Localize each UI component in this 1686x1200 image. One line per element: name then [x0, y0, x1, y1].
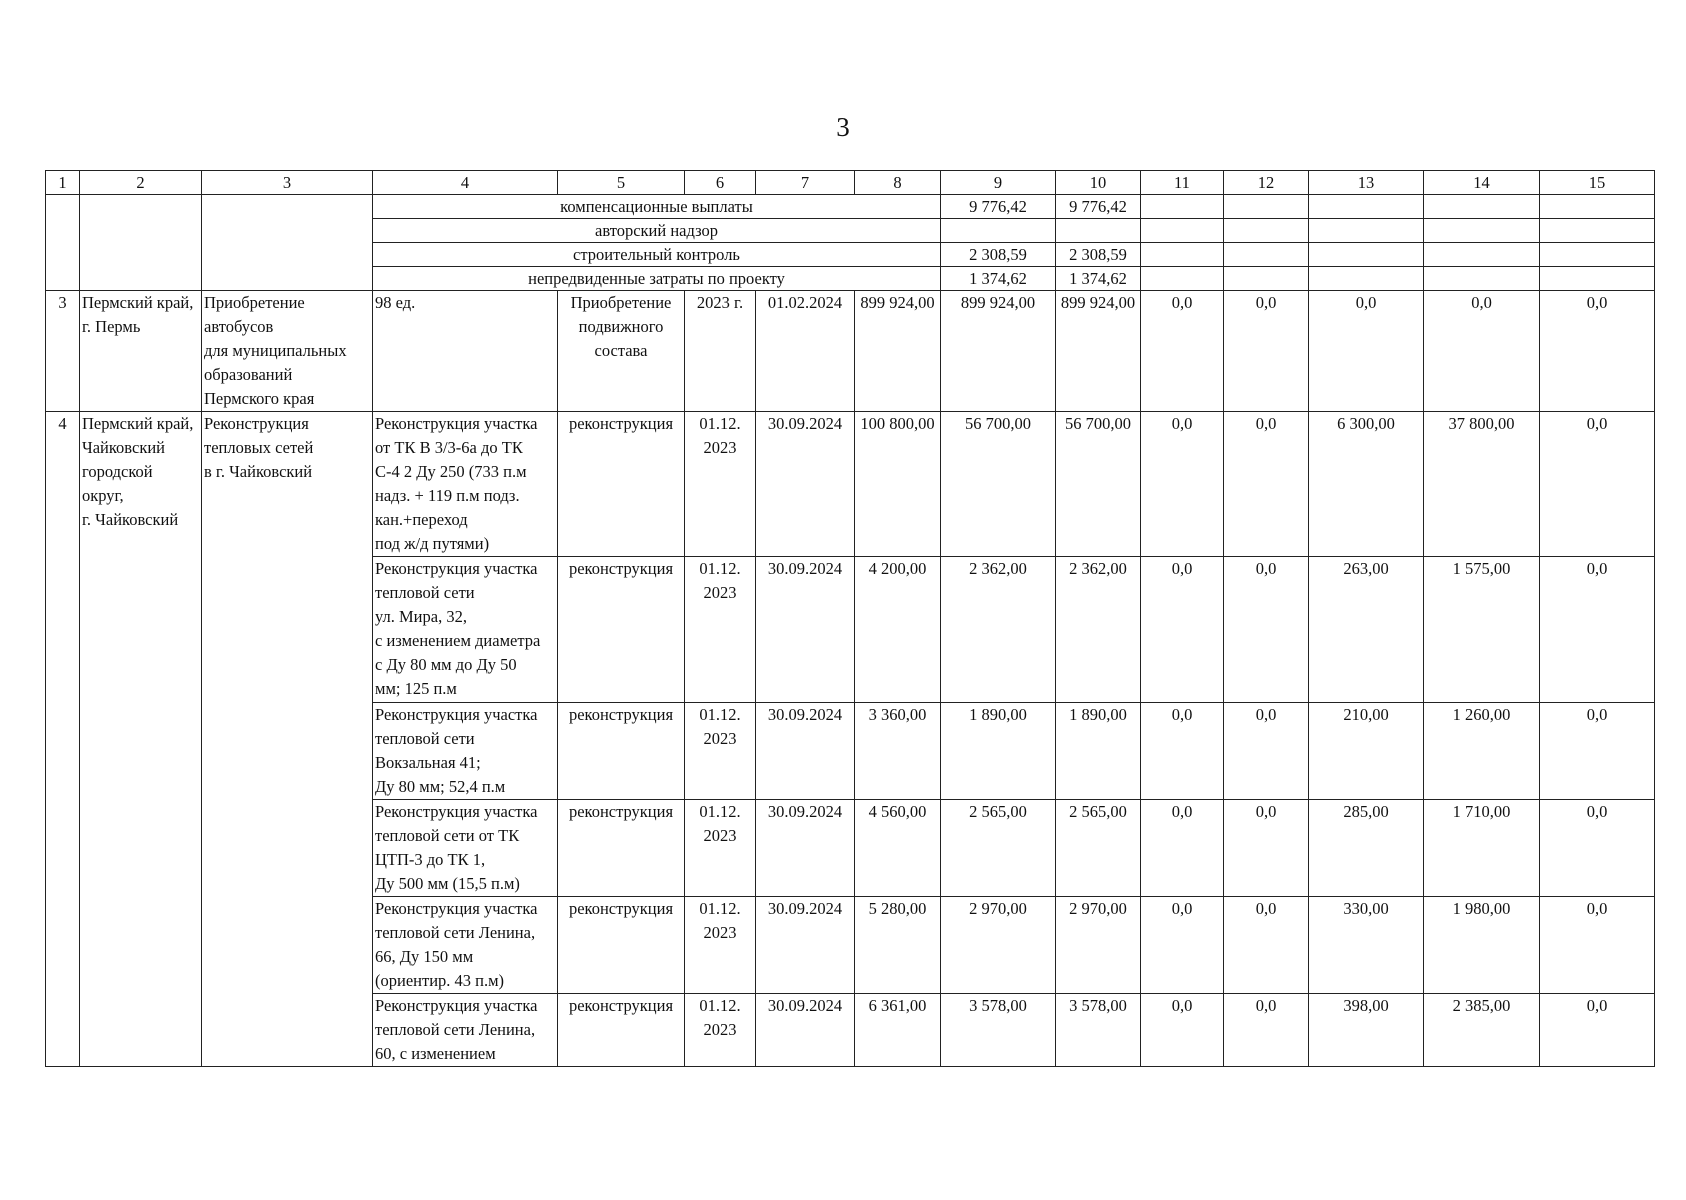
location-cell: Пермский край, г. Пермь [80, 291, 202, 412]
cost-value-9: 1 374,62 [941, 267, 1056, 291]
work-type-cell: реконструкция [558, 412, 685, 557]
header-cell: 9 [941, 171, 1056, 195]
value-14: 1 710,00 [1424, 800, 1540, 897]
empty-cell [1424, 267, 1540, 291]
end-date-cell: 30.09.2024 [756, 703, 855, 800]
cost-label: строительный контроль [373, 243, 941, 267]
value-12: 0,0 [1224, 291, 1309, 412]
value-10: 899 924,00 [1056, 291, 1141, 412]
value-15: 0,0 [1540, 703, 1655, 800]
value-14: 2 385,00 [1424, 994, 1540, 1067]
object-cell: Реконструкция участка тепловой сети Ленина, 66, Ду 150 мм (ориентир. 43 п.м) [373, 897, 558, 994]
start-date-cell: 2023 г. [685, 291, 756, 412]
empty-cell [1540, 243, 1655, 267]
start-date-cell: 01.12. 2023 [685, 412, 756, 557]
empty-cell [1540, 219, 1655, 243]
empty-cell [1309, 243, 1424, 267]
value-8: 4 200,00 [855, 557, 941, 703]
data-table [45, 170, 1655, 1067]
empty-cell [1424, 195, 1540, 219]
value-13: 263,00 [1309, 557, 1424, 703]
cost-value-9 [941, 219, 1056, 243]
cost-value-10: 9 776,42 [1056, 195, 1141, 219]
value-11: 0,0 [1141, 557, 1224, 703]
start-date-cell: 01.12. 2023 [685, 703, 756, 800]
value-12: 0,0 [1224, 412, 1309, 557]
value-8: 899 924,00 [855, 291, 941, 412]
value-14: 1 980,00 [1424, 897, 1540, 994]
header-cell: 15 [1540, 171, 1655, 195]
cost-value-10: 2 308,59 [1056, 243, 1141, 267]
cost-value-10: 1 374,62 [1056, 267, 1141, 291]
header-cell: 7 [756, 171, 855, 195]
cost-label: непредвиденные затраты по проекту [373, 267, 941, 291]
value-8: 3 360,00 [855, 703, 941, 800]
value-12: 0,0 [1224, 557, 1309, 703]
value-8: 6 361,00 [855, 994, 941, 1067]
value-10: 2 565,00 [1056, 800, 1141, 897]
cost-label: авторский надзор [373, 219, 941, 243]
cost-value-10 [1056, 219, 1141, 243]
header-cell: 3 [202, 171, 373, 195]
table-row [46, 412, 1655, 557]
value-11: 0,0 [1141, 800, 1224, 897]
object-cell: Реконструкция участка тепловой сети от ТК ЦТП-3 до ТК 1, Ду 500 мм (15,5 п.м) [373, 800, 558, 897]
value-11: 0,0 [1141, 291, 1224, 412]
header-cell: 12 [1224, 171, 1309, 195]
object-cell: Реконструкция участка тепловой сети ул. Мира, 32, с изменением диаметра с Ду 80 мм до Ду 50 мм; 125 п.м [373, 557, 558, 703]
empty-cell [1309, 267, 1424, 291]
empty-cell [80, 195, 202, 291]
header-cell: 14 [1424, 171, 1540, 195]
cost-value-9: 9 776,42 [941, 195, 1056, 219]
value-15: 0,0 [1540, 800, 1655, 897]
value-14: 1 260,00 [1424, 703, 1540, 800]
empty-cell [1224, 267, 1309, 291]
value-8: 100 800,00 [855, 412, 941, 557]
table-row [46, 291, 1655, 412]
value-14: 37 800,00 [1424, 412, 1540, 557]
empty-cell [1224, 195, 1309, 219]
header-cell: 6 [685, 171, 756, 195]
empty-cell [1141, 219, 1224, 243]
value-9: 3 578,00 [941, 994, 1056, 1067]
value-12: 0,0 [1224, 897, 1309, 994]
project-name-cell: Приобретение автобусов для муниципальных образований Пермского края [202, 291, 373, 412]
empty-cell [1424, 243, 1540, 267]
cost-label: компенсационные выплаты [373, 195, 941, 219]
header-cell: 1 [46, 171, 80, 195]
value-12: 0,0 [1224, 994, 1309, 1067]
empty-cell [202, 195, 373, 291]
end-date-cell: 30.09.2024 [756, 412, 855, 557]
header-cell: 10 [1056, 171, 1141, 195]
start-date-cell: 01.12. 2023 [685, 557, 756, 703]
empty-cell [1309, 219, 1424, 243]
value-8: 5 280,00 [855, 897, 941, 994]
work-type-cell: реконструкция [558, 703, 685, 800]
header-cell: 13 [1309, 171, 1424, 195]
value-10: 2 970,00 [1056, 897, 1141, 994]
empty-cell [1540, 267, 1655, 291]
page-number: 3 [836, 112, 850, 142]
value-11: 0,0 [1141, 897, 1224, 994]
value-9: 56 700,00 [941, 412, 1056, 557]
value-9: 2 362,00 [941, 557, 1056, 703]
empty-cell [1141, 243, 1224, 267]
empty-cell [1141, 267, 1224, 291]
start-date-cell: 01.12. 2023 [685, 994, 756, 1067]
location-cell: Пермский край, Чайковский городской округ, г. Чайковский [80, 412, 202, 1067]
value-14: 0,0 [1424, 291, 1540, 412]
value-9: 1 890,00 [941, 703, 1056, 800]
empty-cell [1424, 219, 1540, 243]
header-cell: 4 [373, 171, 558, 195]
object-cell: Реконструкция участка от ТК В 3/3-6а до ТК С-4 2 Ду 250 (733 п.м надз. + 119 п.м подз. кан.+переход под ж/д путями) [373, 412, 558, 557]
value-14: 1 575,00 [1424, 557, 1540, 703]
value-15: 0,0 [1540, 994, 1655, 1067]
value-13: 6 300,00 [1309, 412, 1424, 557]
cost-row [46, 195, 1655, 219]
empty-cell [1224, 243, 1309, 267]
object-cell: 98 ед. [373, 291, 558, 412]
project-name-cell: Реконструкция тепловых сетей в г. Чайковский [202, 412, 373, 1067]
value-9: 2 970,00 [941, 897, 1056, 994]
value-11: 0,0 [1141, 994, 1224, 1067]
header-cell: 11 [1141, 171, 1224, 195]
empty-cell [1309, 195, 1424, 219]
work-type-cell: реконструкция [558, 994, 685, 1067]
value-12: 0,0 [1224, 703, 1309, 800]
object-cell: Реконструкция участка тепловой сети Ленина, 60, с изменением [373, 994, 558, 1067]
value-15: 0,0 [1540, 897, 1655, 994]
empty-cell [1224, 219, 1309, 243]
work-type-cell: реконструкция [558, 800, 685, 897]
header-row [46, 171, 1655, 195]
cost-value-9: 2 308,59 [941, 243, 1056, 267]
end-date-cell: 30.09.2024 [756, 557, 855, 703]
value-13: 285,00 [1309, 800, 1424, 897]
value-13: 210,00 [1309, 703, 1424, 800]
empty-cell [1141, 195, 1224, 219]
value-15: 0,0 [1540, 557, 1655, 703]
header-cell: 5 [558, 171, 685, 195]
header-cell: 2 [80, 171, 202, 195]
value-10: 1 890,00 [1056, 703, 1141, 800]
value-9: 899 924,00 [941, 291, 1056, 412]
value-10: 56 700,00 [1056, 412, 1141, 557]
row-number: 3 [46, 291, 80, 412]
value-10: 3 578,00 [1056, 994, 1141, 1067]
start-date-cell: 01.12. 2023 [685, 897, 756, 994]
work-type-cell: реконструкция [558, 557, 685, 703]
end-date-cell: 01.02.2024 [756, 291, 855, 412]
end-date-cell: 30.09.2024 [756, 897, 855, 994]
end-date-cell: 30.09.2024 [756, 800, 855, 897]
value-13: 0,0 [1309, 291, 1424, 412]
value-11: 0,0 [1141, 703, 1224, 800]
value-11: 0,0 [1141, 412, 1224, 557]
work-type-cell: реконструкция [558, 897, 685, 994]
row-number: 4 [46, 412, 80, 1067]
header-cell: 8 [855, 171, 941, 195]
work-type-cell: Приобретение подвижного состава [558, 291, 685, 412]
empty-cell [46, 195, 80, 291]
start-date-cell: 01.12. 2023 [685, 800, 756, 897]
value-9: 2 565,00 [941, 800, 1056, 897]
value-12: 0,0 [1224, 800, 1309, 897]
object-cell: Реконструкция участка тепловой сети Вокзальная 41; Ду 80 мм; 52,4 п.м [373, 703, 558, 800]
value-8: 4 560,00 [855, 800, 941, 897]
value-13: 330,00 [1309, 897, 1424, 994]
value-15: 0,0 [1540, 412, 1655, 557]
value-15: 0,0 [1540, 291, 1655, 412]
value-10: 2 362,00 [1056, 557, 1141, 703]
value-13: 398,00 [1309, 994, 1424, 1067]
end-date-cell: 30.09.2024 [756, 994, 855, 1067]
empty-cell [1540, 195, 1655, 219]
